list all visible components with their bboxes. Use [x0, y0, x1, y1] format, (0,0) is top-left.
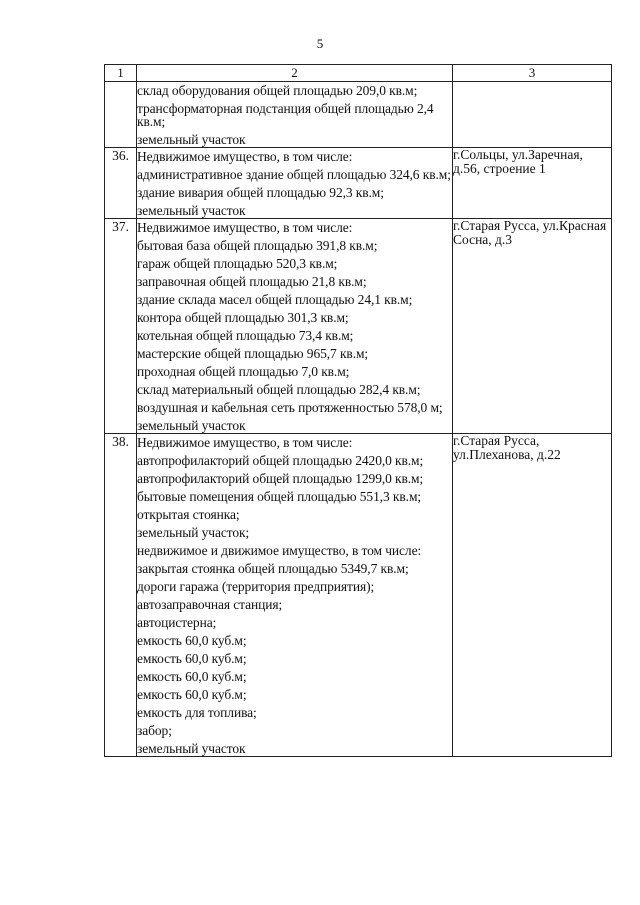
property-description	[137, 219, 453, 434]
property-item: Недвижимое имущество, в том числе:	[137, 220, 353, 235]
property-item: забор;	[137, 723, 172, 738]
property-description	[137, 148, 453, 219]
header-col-3: 3	[453, 65, 612, 82]
property-address: г.Старая Русса, ул.Плеханова, д.22	[453, 434, 612, 757]
property-item: земельный участок	[137, 132, 246, 147]
property-item: воздушная и кабельная сеть протяженностью 578,0 м;	[137, 400, 443, 415]
property-address: г.Сольцы, ул.Заречная, д.56, строение 1	[453, 148, 612, 219]
table-row	[105, 434, 612, 757]
table-row	[105, 219, 612, 434]
property-item: Недвижимое имущество, в том числе:	[137, 435, 353, 450]
page-number: 5	[316, 36, 324, 51]
property-item: недвижимое и движимое имущество, в том числе:	[137, 543, 422, 558]
property-item: здание вивария общей площадью 92,3 кв.м;	[137, 185, 384, 200]
property-table	[104, 64, 612, 757]
property-item: трансформаторная подстанция общей площадью 2,4 кв.м;	[137, 101, 434, 129]
property-item: бытовая база общей площадью 391,8 кв.м;	[137, 238, 378, 253]
table-body	[105, 82, 612, 757]
property-item: емкость 60,0 куб.м;	[137, 651, 247, 666]
property-item: заправочная общей площадью 21,8 кв.м;	[137, 274, 367, 289]
row-number	[105, 82, 137, 148]
property-item: контора общей площадью 301,3 кв.м;	[137, 310, 349, 325]
property-item: емкость 60,0 куб.м;	[137, 687, 247, 702]
property-item: автозаправочная станция;	[137, 597, 283, 612]
property-item: гараж общей площадью 520,3 кв.м;	[137, 256, 338, 271]
property-item: мастерские общей площадью 965,7 кв.м;	[137, 346, 369, 361]
property-item: земельный участок	[137, 741, 246, 756]
property-item: склад материальный общей площадью 282,4 кв.м;	[137, 382, 421, 397]
property-item: автопрофилакторий общей площадью 2420,0 кв.м;	[137, 453, 424, 468]
row-number: 37.	[105, 219, 137, 434]
table-row	[105, 82, 612, 148]
table-row	[105, 148, 612, 219]
property-item: земельный участок;	[137, 525, 250, 540]
property-item: емкость 60,0 куб.м;	[137, 633, 247, 648]
property-item: проходная общей площадью 7,0 кв.м;	[137, 364, 350, 379]
property-item: бытовые помещения общей площадью 551,3 кв.м;	[137, 489, 422, 504]
property-item: земельный участок	[137, 203, 246, 218]
property-item: склад оборудования общей площадью 209,0 кв.м;	[137, 83, 418, 98]
row-number: 36.	[105, 148, 137, 219]
property-item: Недвижимое имущество, в том числе:	[137, 149, 353, 164]
property-item: котельная общей площадью 73,4 кв.м;	[137, 328, 354, 343]
property-address	[453, 82, 612, 148]
header-row	[105, 65, 612, 82]
property-description	[137, 434, 453, 757]
property-item: открытая стоянка;	[137, 507, 240, 522]
header-col-1: 1	[105, 65, 137, 82]
property-item: дороги гаража (территория предприятия);	[137, 579, 375, 594]
row-number: 38.	[105, 434, 137, 757]
property-item: автоцистерна;	[137, 615, 217, 630]
property-item: автопрофилакторий общей площадью 1299,0 кв.м;	[137, 471, 424, 486]
header-col-2: 2	[137, 65, 453, 82]
property-item: емкость 60,0 куб.м;	[137, 669, 247, 684]
property-description	[137, 82, 453, 148]
property-item: закрытая стоянка общей площадью 5349,7 кв.м;	[137, 561, 409, 576]
property-item: земельный участок	[137, 418, 246, 433]
property-item: здание склада масел общей площадью 24,1 кв.м;	[137, 292, 413, 307]
property-item: емкость для топлива;	[137, 705, 257, 720]
property-address: г.Старая Русса, ул.Красная Сосна, д.3	[453, 219, 612, 434]
property-item: административное здание общей площадью 324,6 кв.м;	[137, 167, 451, 182]
